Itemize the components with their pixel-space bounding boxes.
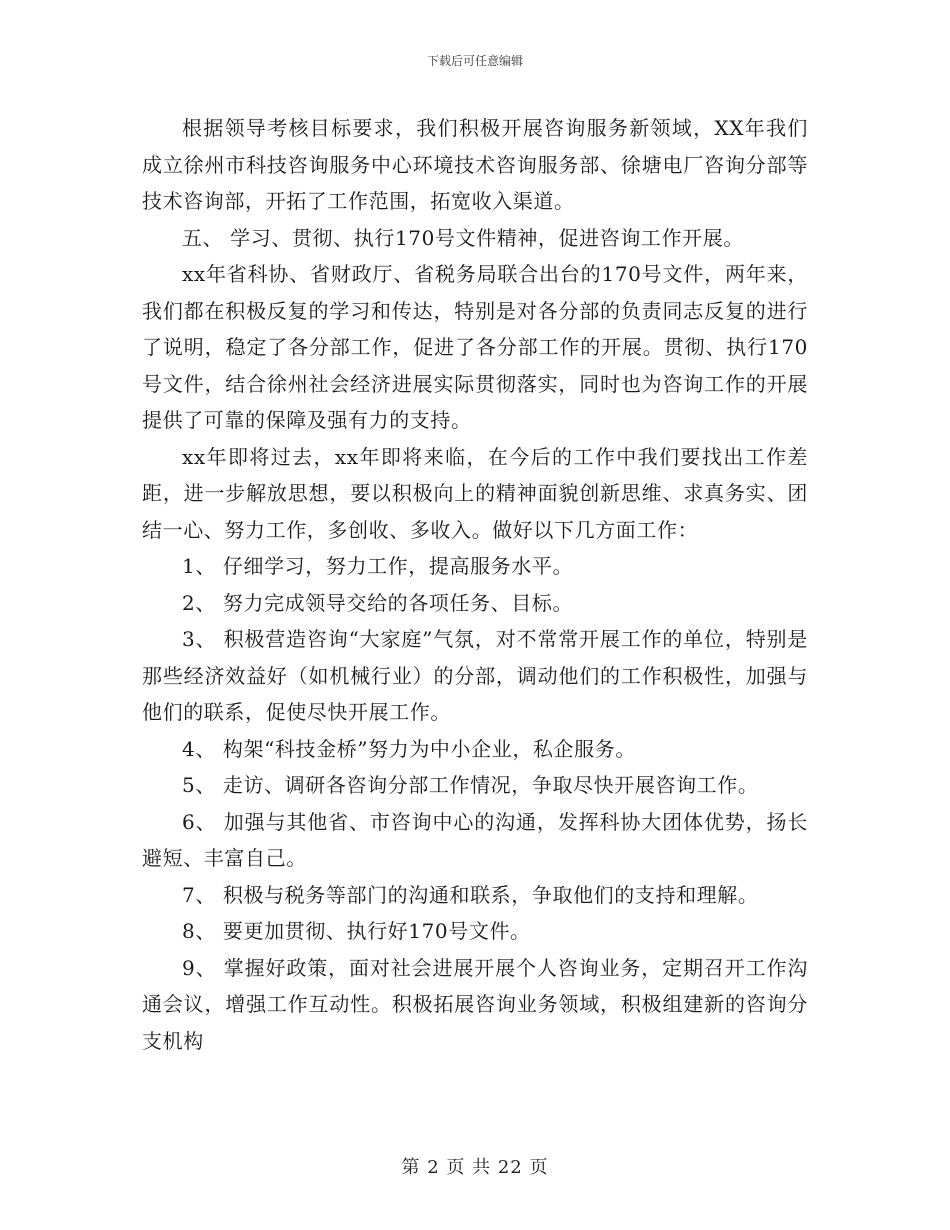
page-header: 下载后可任意编辑 <box>426 54 523 68</box>
paragraph: xx年省科协、省财政厅、省税务局联合出台的170号文件，两年来，我们都在积极反复的学习和传达，特别是对各分部的负责同志反复的进行了说明，稳定了各分部工作，促进了各分部工作的开展。贯彻、执行170号文件，结合徐州社会经济进展实际贯彻落实，同时也为咨询工作的开展提供了可靠的保障及强有力的支持。 <box>142 262 808 432</box>
list-item: 3、 积极营造咨询“大家庭”气氛，对不常常开展工作的单位，特别是那些经济效益好（如机械行业）的分部，调动他们的工作积极性，加强与他们的联系，促使尽快开展工作。 <box>142 627 808 724</box>
list-item: 9、 掌握好政策，面对社会进展开展个人咨询业务，定期召开工作沟通会议，增强工作互动性。积极拓展咨询业务领域，积极组建新的咨询分支机构 <box>142 955 808 1053</box>
paragraph: 根据领导考核目标要求，我们积极开展咨询服务新领域，XX年我们成立徐州市科技咨询服务中心环境技术咨询服务部、徐塘电厂咨询分部等技术咨询部，开拓了工作范围，拓宽收入渠道。 <box>142 116 808 213</box>
list-item: 2、 努力完成领导交给的各项任务、目标。 <box>182 590 574 615</box>
section-heading: 五、 学习、贯彻、执行170号文件精神，促进咨询工作开展。 <box>182 225 744 250</box>
page-number: 第 2 页 共 22 页 <box>401 1157 549 1178</box>
list-item: 5、 走访、调研各咨询分部工作情况，争取尽快开展咨询工作。 <box>182 773 759 797</box>
list-item: 7、 积极与税务等部门的沟通和联系，争取他们的支持和理解。 <box>182 882 759 907</box>
list-item: 6、 加强与其他省、市咨询中心的沟通，发挥科协大团体优势，扬长避短、丰富自己。 <box>142 809 808 870</box>
document-body <box>142 110 808 1059</box>
list-item: 1、 仔细学习，努力工作，提高服务水平。 <box>182 554 574 578</box>
list-item: 4、 构架“科技金桥”努力为中小企业，私企服务。 <box>182 736 636 761</box>
list-item: 8、 要更加贯彻、执行好170号文件。 <box>182 919 531 943</box>
paragraph: xx年即将过去，xx年即将来临，在今后的工作中我们要找出工作差距，进一步解放思想，要以积极向上的精神面貌创新思维、求真务实、团结一心、努力工作，多创收、多收入。做好以下几方面工作： <box>142 444 808 542</box>
